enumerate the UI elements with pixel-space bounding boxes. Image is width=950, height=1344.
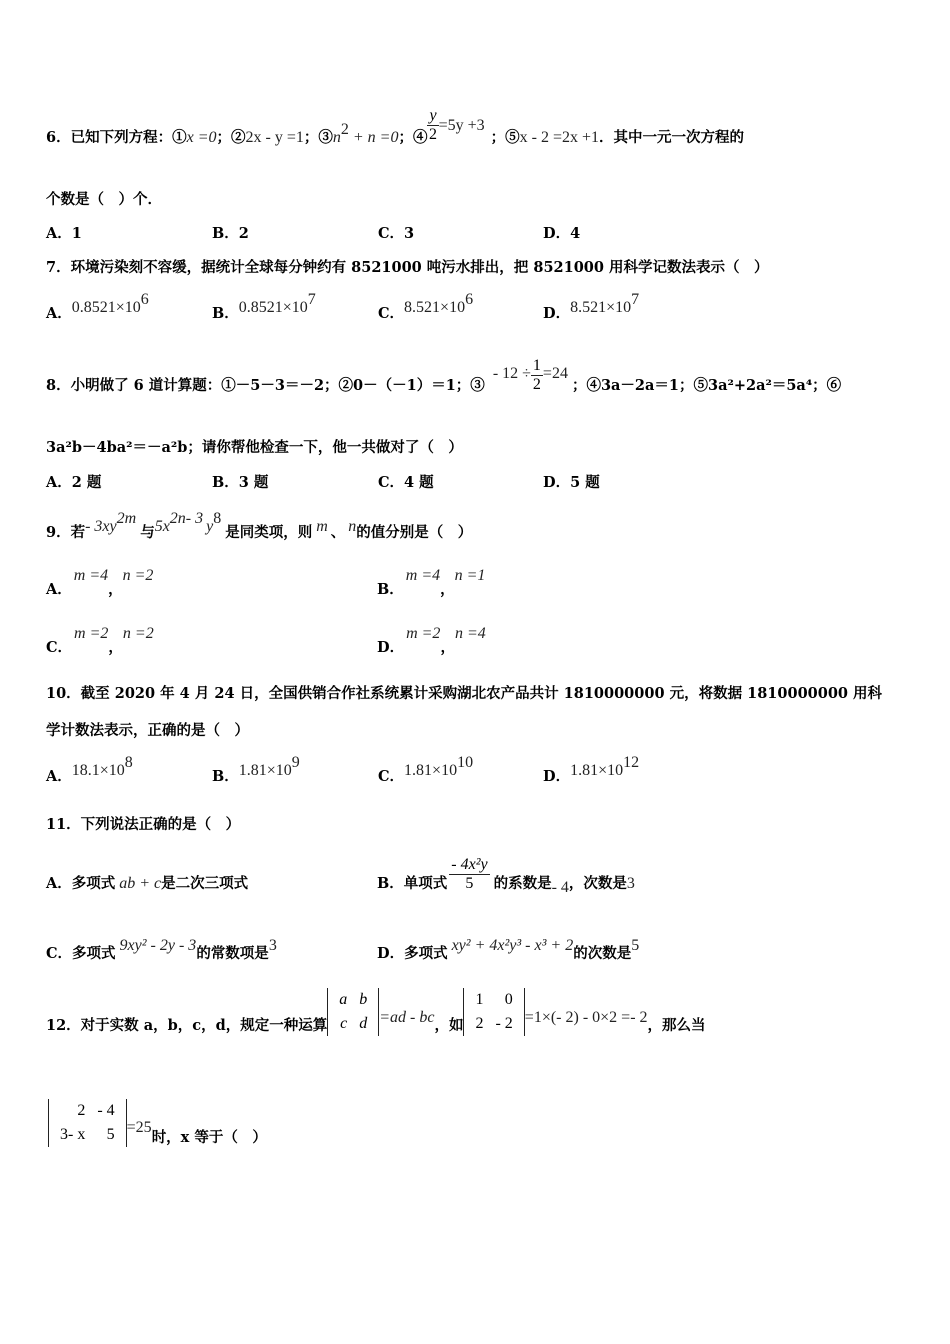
- q11-d-val: 5: [631, 937, 640, 954]
- q11-option-a: [46, 874, 248, 894]
- q12-tail: 时，x 等于（ ）: [151, 1129, 267, 1146]
- q12-det1-c: c: [340, 1015, 348, 1032]
- q10-c-label: C．: [378, 768, 405, 785]
- q7-a-exp: 6: [140, 291, 149, 308]
- q9-intro: 9．若: [46, 524, 86, 541]
- q11-option-c: [46, 937, 277, 964]
- q9-a-m: m =4: [73, 567, 109, 584]
- q9-b-comma: ，: [440, 581, 455, 598]
- q9-option-d: [377, 624, 486, 656]
- q11-c-val: 3: [268, 937, 277, 954]
- q11-a-label: A．多项式: [46, 875, 116, 892]
- q11-b-tail2: ，次数是: [568, 875, 627, 892]
- q11-c-tail: 的常数项是: [196, 945, 269, 962]
- q12-line2: [46, 1102, 267, 1148]
- q9-b-n: n =1: [454, 567, 486, 584]
- q10-d-label: D．: [543, 768, 571, 785]
- q9-d-comma: ，: [440, 639, 455, 656]
- q9-d-m: m =2: [406, 625, 441, 642]
- q9-b-m: m =4: [405, 567, 441, 584]
- q11-b-coef: - 4: [551, 879, 569, 896]
- q6-option-a: A．1: [46, 225, 82, 242]
- q6-eq4-num: y: [429, 106, 437, 124]
- q11-a-expr: ab + c: [119, 875, 162, 892]
- q12-line1: [46, 991, 706, 1036]
- q11-option-d: [377, 937, 640, 964]
- q12-det2-a: 1: [475, 991, 484, 1008]
- q8-frac-den: 2: [532, 375, 541, 393]
- q12-det3-a: 2: [77, 1102, 86, 1119]
- q9-var-m: m: [316, 518, 328, 535]
- q9-c-label: C．: [46, 639, 73, 656]
- q7-d-label: D．: [543, 305, 571, 322]
- q9-option-b: [377, 566, 486, 598]
- q6-eq2: 2x - y =1: [245, 129, 304, 146]
- q11-a-tail: 是二次三项式: [161, 875, 249, 892]
- q12-det-definition: [327, 988, 379, 1036]
- q9-dot: 、: [330, 524, 346, 541]
- q9-term1-exp: 2m: [116, 510, 137, 527]
- q8-option-c: C．4 题: [378, 474, 434, 491]
- q10-option-b: [212, 754, 300, 785]
- q8-fraction: [531, 357, 543, 394]
- q7-option-d: [543, 291, 640, 322]
- q7-b-exp: 7: [307, 291, 316, 308]
- q10-b-exp: 9: [291, 754, 300, 771]
- q11-b-deg: 3: [626, 875, 635, 892]
- q9-a-n: n =2: [122, 567, 154, 584]
- q7-c-base: 8.521×10: [404, 299, 466, 316]
- q6-tail: ．其中一元一次方程的: [598, 129, 744, 146]
- q11-option-b: [377, 855, 635, 896]
- q12-det-problem: [48, 1099, 127, 1147]
- q12-det2-c: 2: [475, 1015, 484, 1032]
- q10-line2: 学计数法表示，正确的是（ ）: [46, 722, 249, 739]
- q8-expr-b: =24: [542, 365, 568, 382]
- q11-stem: 11．下列说法正确的是（ ）: [46, 816, 241, 833]
- q11-b-fraction: [449, 856, 489, 893]
- q7-b-base: 0.8521×10: [238, 299, 308, 316]
- q12-det1-a: a: [339, 991, 348, 1008]
- q12-det1-d: d: [359, 1015, 368, 1032]
- q6-eq3-base: n: [332, 129, 341, 146]
- q6-intro: 6．已知下列方程：①: [46, 129, 187, 146]
- q8-tail: ；④3a－2a＝1；⑤3a²+2a²＝5a⁴；⑥: [571, 377, 842, 394]
- q10-b-base: 1.81×10: [238, 762, 292, 779]
- q6-option-d: D．4: [543, 225, 581, 242]
- q7-a-base: 0.8521×10: [71, 299, 141, 316]
- q6-eq4-rest: =5y +3: [438, 117, 485, 134]
- q8-option-d: D．5 题: [543, 474, 600, 491]
- q12-det3-d: 5: [106, 1126, 115, 1143]
- q6-sep3: ；③: [303, 129, 333, 146]
- q8-intro: 8．小明做了 6 道计算题：①－5－3＝－2；②0－（－1）＝1；③: [46, 377, 485, 394]
- q9-term2-y: y: [206, 518, 214, 535]
- q9-term2-exp: 2n- 3: [169, 510, 204, 527]
- q11-d-label: D．多项式: [377, 945, 448, 962]
- q12-then: ，那么当: [647, 1017, 706, 1034]
- q9-stem: [46, 510, 473, 543]
- q11-d-tail: 的次数是: [573, 945, 632, 962]
- q10-c-exp: 10: [457, 754, 474, 771]
- q9-b-label: B．: [377, 581, 404, 598]
- q6-eq3-rest: + n =0: [348, 129, 399, 146]
- q6-line1: [46, 106, 744, 148]
- q9-term1-base: - 3xy: [85, 518, 117, 535]
- q12-det1-b: b: [359, 991, 368, 1008]
- q9-mid: 与: [140, 524, 155, 541]
- q12-eq: =25: [126, 1119, 152, 1136]
- q8-option-b: B．3 题: [212, 474, 269, 491]
- q9-option-a: [46, 566, 154, 598]
- q11-b-den: 5: [465, 874, 474, 892]
- q11-b-num: - 4x²y: [451, 855, 488, 873]
- q11-d-expr: xy² + 4x²y³ - x³ + 2: [451, 937, 574, 954]
- q12-det-example: [463, 988, 524, 1036]
- q7-c-exp: 6: [465, 291, 474, 308]
- q9-a-comma: ，: [108, 581, 123, 598]
- q11-c-label: C．多项式: [46, 945, 116, 962]
- q9-var-n: n: [348, 518, 357, 535]
- q10-a-exp: 8: [124, 754, 133, 771]
- q6-sep2: ；②: [216, 129, 246, 146]
- q7-b-label: B．: [212, 305, 239, 322]
- q9-c-m: m =2: [74, 625, 109, 642]
- q12-example: =1×(- 2) - 0×2 =- 2: [524, 1009, 648, 1026]
- q10-option-d: [543, 754, 640, 785]
- q6-sep4: ；④: [398, 129, 428, 146]
- q7-d-base: 8.521×10: [570, 299, 632, 316]
- q6-eq3-exp: 2: [340, 121, 349, 138]
- q9-tail: 的值分别是（ ）: [356, 524, 473, 541]
- q10-b-label: B．: [212, 768, 239, 785]
- q12-example-intro: ，如: [434, 1017, 464, 1034]
- q7-a-label: A．: [46, 305, 72, 322]
- q6-eq4-fraction: [427, 107, 438, 144]
- q12-det2-d: - 2: [495, 1015, 513, 1032]
- q8-expr-a: - 12 ÷: [492, 365, 531, 382]
- q6-eq4-den: 2: [429, 125, 437, 143]
- q8-option-a: A．2 题: [46, 474, 102, 491]
- q10-option-c: [378, 754, 474, 785]
- q12-intro: 12．对于实数 a，b，c，d，规定一种运算: [46, 1017, 328, 1034]
- q10-line1: 10．截至 2020 年 4 月 24 日，全国供销合作社系统累计采购湖北农产品共计 1810000000 元，将数据 1810000000 用科: [46, 685, 883, 702]
- q10-d-base: 1.81×10: [570, 762, 624, 779]
- q8-line2: 3a²b－4ba²＝－a²b；请你帮他检查一下，他一共做对了（ ）: [46, 439, 463, 456]
- q8-line1: [46, 356, 842, 396]
- q11-b-tail1: 的系数是: [493, 875, 552, 892]
- q9-c-comma: ，: [108, 639, 123, 656]
- q12-det3-c: 3- x: [60, 1126, 86, 1143]
- q9-term2-base: 5x: [154, 518, 170, 535]
- q9-option-c: [46, 624, 154, 656]
- q7-d-exp: 7: [631, 291, 640, 308]
- q10-option-a: [46, 754, 133, 785]
- q10-c-base: 1.81×10: [404, 762, 458, 779]
- q7-option-b: [212, 291, 316, 322]
- q6-eq1: x =0: [186, 129, 217, 146]
- q9-middle-text: 是同类项，则: [225, 524, 313, 541]
- q11-b-label: B．单项式: [377, 875, 448, 892]
- q6-sep5: ；⑤: [490, 129, 520, 146]
- q11-c-expr: 9xy² - 2y - 3: [119, 937, 197, 954]
- q6-line2: 个数是（ ）个．: [46, 191, 162, 208]
- q9-c-n: n =2: [122, 625, 154, 642]
- q7-c-label: C．: [378, 305, 405, 322]
- q12-det3-b: - 4: [97, 1102, 115, 1119]
- q9-d-n: n =4: [454, 625, 486, 642]
- q6-option-b: B．2: [212, 225, 249, 242]
- q10-a-label: A．: [46, 768, 72, 785]
- q9-term2-yexp: 8: [213, 510, 222, 527]
- q10-a-base: 18.1×10: [71, 762, 125, 779]
- q10-d-exp: 12: [623, 754, 640, 771]
- q7-option-a: [46, 291, 149, 322]
- q12-definition: =ad - bc: [379, 1009, 435, 1026]
- q9-d-label: D．: [377, 639, 405, 656]
- q12-det2-b: 0: [504, 991, 513, 1008]
- q7-stem: 7．环境污染刻不容缓，据统计全球每分钟约有 8521000 吨污水排出，把 8521000 用科学记数法表示（ ）: [46, 259, 769, 276]
- q8-frac-num: 1: [532, 356, 541, 374]
- q9-a-label: A．: [46, 581, 72, 598]
- q7-option-c: [378, 291, 474, 322]
- q6-eq5: x - 2 =2x +1: [519, 129, 599, 146]
- q6-option-c: C．3: [378, 225, 415, 242]
